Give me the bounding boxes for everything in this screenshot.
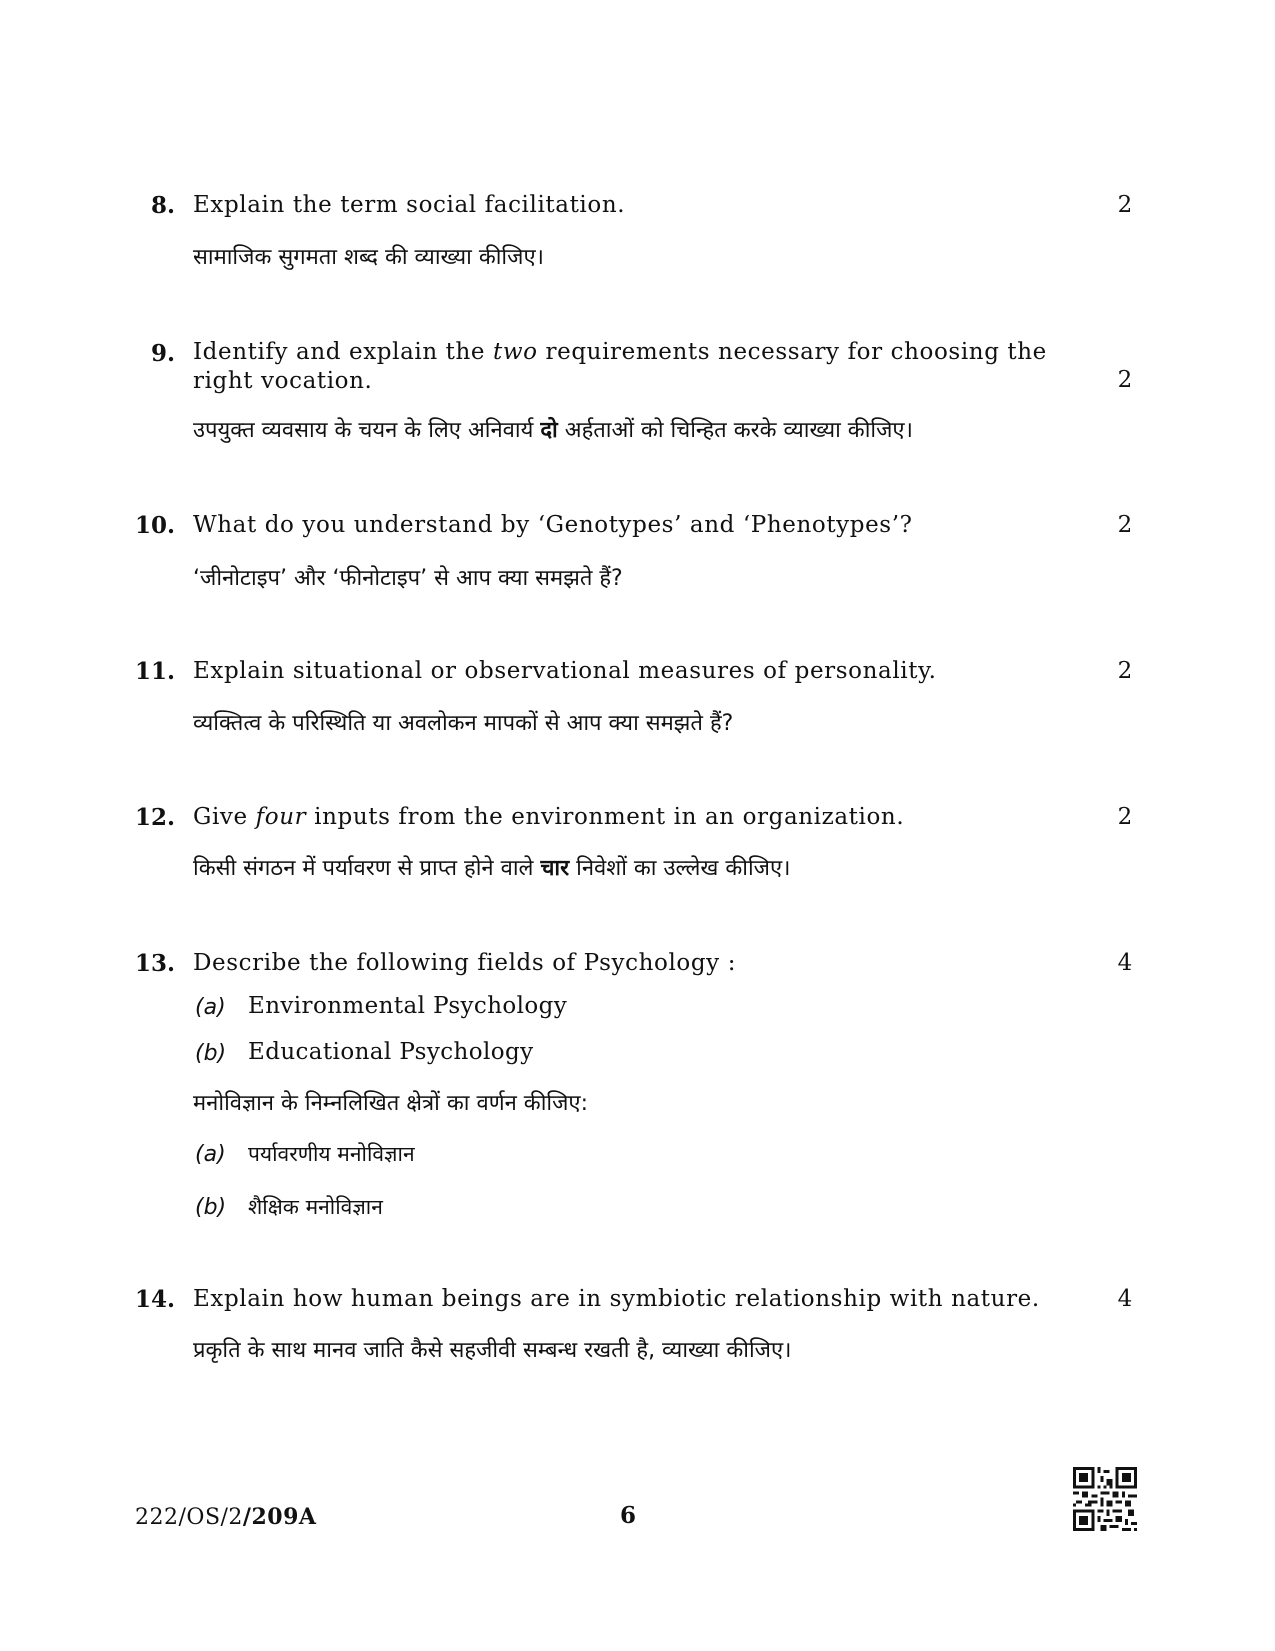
- question-number: 8.: [150, 192, 175, 219]
- question-marks: 2: [1117, 192, 1133, 218]
- sub-part-text-hi: पर्यावरणीय मनोविज्ञान: [248, 1142, 415, 1166]
- question-marks: 2: [1117, 658, 1133, 684]
- question-text-hi: मनोविज्ञान के निम्नलिखित क्षेत्रों का वर्णन कीजिए:: [193, 1091, 588, 1116]
- sub-part-label: (a): [195, 1142, 226, 1167]
- question-text-hi: किसी संगठन में पर्यावरण से प्राप्त होने वाले चार निवेशों का उल्लेख कीजिए।: [193, 856, 791, 881]
- question-text-hi: सामाजिक सुगमता शब्द की व्याख्या कीजिए।: [193, 245, 544, 270]
- paper-code: 222/OS/2/209A: [135, 1504, 317, 1530]
- question-marks: 4: [1117, 1286, 1133, 1312]
- question-text-en: Explain situational or observational measures of personality.: [193, 658, 937, 684]
- question-text-en: Give four inputs from the environment in an organization.: [193, 804, 905, 830]
- sub-part-text-hi: शैक्षिक मनोविज्ञान: [248, 1195, 383, 1219]
- question-number: 10.: [134, 512, 175, 539]
- question-text-en: What do you understand by ‘Genotypes’ and ‘Phenotypes’?: [193, 512, 913, 538]
- sub-part-text-en: Educational Psychology: [248, 1039, 534, 1065]
- question-number: 14.: [134, 1286, 175, 1313]
- sub-part-text-en: Environmental Psychology: [248, 993, 568, 1019]
- question-number: 9.: [150, 340, 175, 367]
- question-marks: 2: [1117, 512, 1133, 538]
- qr-code-icon: [1073, 1467, 1137, 1531]
- question-number: 13.: [134, 950, 175, 977]
- question-text-en: Explain how human beings are in symbiotic relationship with nature.: [193, 1286, 1040, 1312]
- question-text-en: Describe the following fields of Psychology :: [193, 950, 737, 976]
- question-text-en: Identify and explain the two requirements necessary for choosing the right vocation.: [193, 339, 1047, 394]
- sub-part-label: (b): [195, 1041, 227, 1066]
- question-marks: 2: [1117, 367, 1133, 393]
- question-text-en: Explain the term social facilitation.: [193, 192, 626, 218]
- question-marks: 2: [1117, 804, 1133, 830]
- sub-part-label: (a): [195, 995, 226, 1020]
- question-marks: 4: [1117, 950, 1133, 976]
- page-number: 6: [620, 1502, 637, 1529]
- question-number: 11.: [134, 658, 175, 685]
- question-number: 12.: [134, 804, 175, 831]
- question-text-hi: उपयुक्त व्यवसाय के चयन के लिए अनिवार्य दो अर्हताओं को चिन्हित करके व्याख्या कीजिए।: [193, 418, 913, 443]
- question-text-hi: प्रकृति के साथ मानव जाति कैसे सहजीवी सम्बन्ध रखती है, व्याख्या कीजिए।: [193, 1338, 792, 1363]
- question-text-hi: ‘जीनोटाइप’ और ‘फीनोटाइप’ से आप क्या समझते हैं?: [193, 566, 623, 591]
- sub-part-label: (b): [195, 1195, 227, 1220]
- question-text-hi: व्यक्तित्व के परिस्थिति या अवलोकन मापकों से आप क्या समझते हैं?: [193, 711, 734, 736]
